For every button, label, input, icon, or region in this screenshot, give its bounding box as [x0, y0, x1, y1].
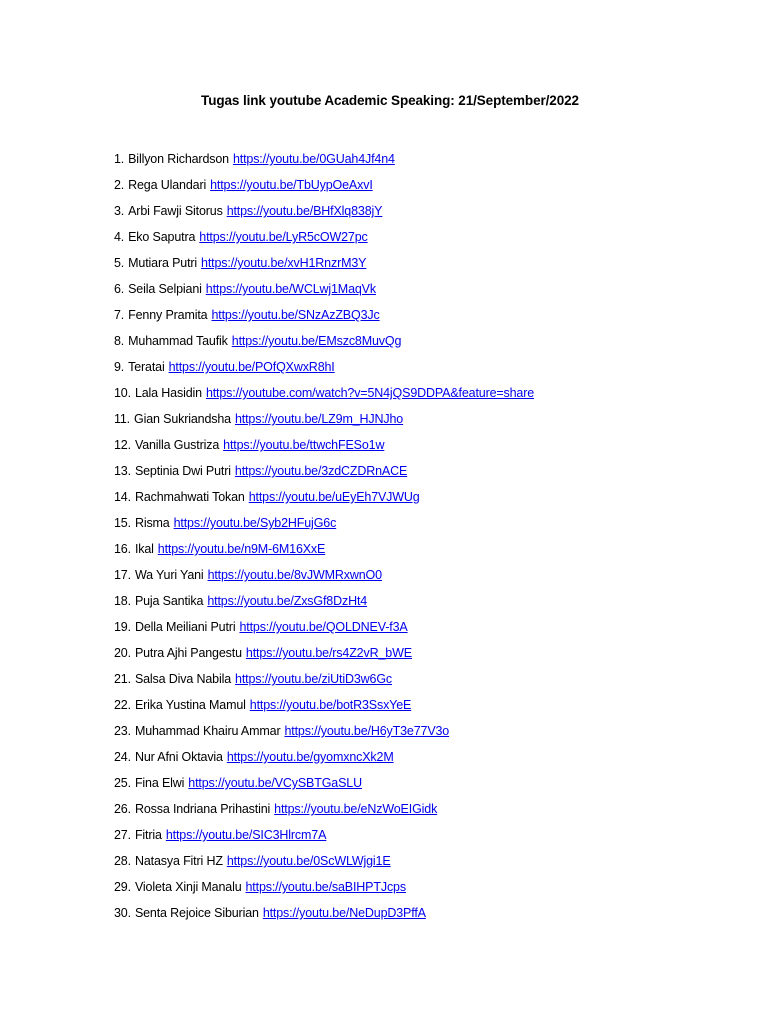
item-number: 28.: [114, 854, 131, 868]
student-name: Lala Hasidin: [134, 386, 202, 400]
item-number: 1.: [114, 152, 125, 166]
list-item: [114, 800, 534, 826]
student-name: Gian Sukriandsha: [134, 412, 231, 426]
student-name: Erika Yustina Mamul: [134, 698, 246, 712]
item-number: 15.: [114, 516, 131, 530]
student-name: Fina Elwi: [134, 776, 185, 790]
student-name: Risma: [134, 516, 170, 530]
youtube-link[interactable]: https://youtu.be/0GUah4Jf4n4: [232, 152, 395, 166]
item-number: 18.: [114, 594, 131, 608]
youtube-link[interactable]: https://youtu.be/BHfXlq838jY: [226, 204, 383, 218]
student-name: Vanilla Gustriza: [134, 438, 220, 452]
youtube-link[interactable]: https://youtu.be/0ScWLWjgi1E: [226, 854, 391, 868]
list-item: [114, 826, 534, 852]
youtube-link[interactable]: https://youtu.be/SNzAzZBQ3Jc: [211, 308, 380, 322]
student-name: Nur Afni Oktavia: [134, 750, 223, 764]
youtube-link[interactable]: https://youtu.be/LyR5cOW27pc: [199, 230, 368, 244]
student-name: Teratai: [128, 360, 165, 374]
youtube-link[interactable]: https://youtu.be/Syb2HFujG6c: [173, 516, 337, 530]
item-number: 29.: [114, 880, 131, 894]
youtube-link[interactable]: https://youtu.be/NeDupD3PffA: [262, 906, 426, 920]
youtube-link[interactable]: https://youtu.be/QOLDNEV-f3A: [239, 620, 408, 634]
list-item: [114, 774, 534, 800]
list-item: [114, 852, 534, 878]
list-item: [114, 332, 534, 358]
student-name: Natasya Fitri HZ: [134, 854, 223, 868]
youtube-link[interactable]: https://youtu.be/3zdCZDRnACE: [234, 464, 408, 478]
item-number: 11.: [114, 412, 130, 426]
student-name: Billyon Richardson: [128, 152, 229, 166]
item-number: 20.: [114, 646, 131, 660]
item-number: 24.: [114, 750, 131, 764]
list-item: [114, 644, 534, 670]
item-number: 5.: [114, 256, 125, 270]
youtube-link[interactable]: https://youtu.be/POfQXwxR8hI: [168, 360, 335, 374]
student-name: Eko Saputra: [128, 230, 196, 244]
list-item: [114, 358, 534, 384]
item-number: 23.: [114, 724, 131, 738]
item-number: 3.: [114, 204, 125, 218]
youtube-link[interactable]: https://youtu.be/ZxsGf8DzHt4: [207, 594, 368, 608]
student-name: Putra Ajhi Pangestu: [134, 646, 242, 660]
item-number: 30.: [114, 906, 131, 920]
list-item: [114, 618, 534, 644]
item-number: 6.: [114, 282, 125, 296]
item-number: 22.: [114, 698, 131, 712]
youtube-link[interactable]: https://youtu.be/8vJWMRxwnO0: [207, 568, 382, 582]
list-item: [114, 202, 534, 228]
list-item: [114, 878, 534, 904]
list-item: [114, 670, 534, 696]
youtube-link[interactable]: https://youtu.be/rs4Z2vR_bWE: [245, 646, 412, 660]
student-name: Wa Yuri Yani: [134, 568, 204, 582]
student-name: Seila Selpiani: [128, 282, 202, 296]
item-number: 16.: [114, 542, 131, 556]
item-number: 25.: [114, 776, 131, 790]
youtube-link[interactable]: https://youtu.be/xvH1RnzrM3Y: [201, 256, 367, 270]
item-number: 13.: [114, 464, 131, 478]
student-name: Salsa Diva Nabila: [134, 672, 232, 686]
item-number: 8.: [114, 334, 125, 348]
document-title: Tugas link youtube Academic Speaking: 21/September/2022: [201, 93, 579, 108]
list-item: [114, 462, 534, 488]
youtube-link[interactable]: https://youtu.be/saBIHPTJcps: [245, 880, 406, 894]
student-name: Muhammad Taufik: [128, 334, 228, 348]
list-item: [114, 488, 534, 514]
list-item: [114, 306, 534, 332]
list-item: [114, 696, 534, 722]
list-item: [114, 150, 534, 176]
list-item: [114, 592, 534, 618]
youtube-link[interactable]: https://youtu.be/ttwchFESo1w: [223, 438, 385, 452]
item-number: 7.: [114, 308, 125, 322]
item-number: 4.: [114, 230, 125, 244]
student-link-list: [114, 150, 534, 930]
item-number: 9.: [114, 360, 125, 374]
student-name: Arbi Fawji Sitorus: [128, 204, 223, 218]
list-item: [114, 280, 534, 306]
student-name: Mutiara Putri: [128, 256, 198, 270]
item-number: 2.: [114, 178, 125, 192]
list-item: [114, 540, 534, 566]
list-item: [114, 748, 534, 774]
list-item: [114, 410, 534, 436]
list-item: [114, 722, 534, 748]
youtube-link[interactable]: https://youtu.be/SIC3Hlrcm7A: [165, 828, 327, 842]
item-number: 21.: [114, 672, 131, 686]
item-number: 12.: [114, 438, 131, 452]
list-item: [114, 254, 534, 280]
youtube-link[interactable]: https://youtu.be/botR3SsxYeE: [249, 698, 412, 712]
item-number: 19.: [114, 620, 131, 634]
student-name: Fitria: [134, 828, 162, 842]
list-item: [114, 228, 534, 254]
student-name: Senta Rejoice Siburian: [134, 906, 259, 920]
list-item: [114, 176, 534, 202]
youtube-link[interactable]: https://youtu.be/VCySBTGaSLU: [188, 776, 362, 790]
item-number: 26.: [114, 802, 131, 816]
youtube-link[interactable]: https://youtube.com/watch?v=5N4jQS9DDPA&feature=share: [205, 386, 535, 400]
youtube-link[interactable]: https://youtu.be/LZ9m_HJNJho: [234, 412, 404, 426]
youtube-link[interactable]: https://youtu.be/uEyEh7VJWUg: [248, 490, 420, 504]
student-name: Fenny Pramita: [128, 308, 208, 322]
student-name: Rossa Indriana Prihastini: [134, 802, 271, 816]
youtube-link[interactable]: https://youtu.be/eNzWoEIGidk: [274, 802, 438, 816]
youtube-link[interactable]: https://youtu.be/EMszc8MuvQg: [231, 334, 402, 348]
student-name: Rega Ulandari: [128, 178, 207, 192]
youtube-link[interactable]: https://youtu.be/WCLwj1MaqVk: [205, 282, 376, 296]
list-item: [114, 904, 534, 930]
list-item: [114, 436, 534, 462]
student-name: Rachmahwati Tokan: [134, 490, 245, 504]
item-number: 27.: [114, 828, 131, 842]
youtube-link[interactable]: https://youtu.be/ziUtiD3w6Gc: [235, 672, 393, 686]
student-name: Della Meiliani Putri: [134, 620, 236, 634]
list-item: [114, 384, 534, 410]
item-number: 10.: [114, 386, 131, 400]
list-item: [114, 514, 534, 540]
item-number: 14.: [114, 490, 131, 504]
student-name: Ikal: [134, 542, 154, 556]
student-name: Septinia Dwi Putri: [134, 464, 231, 478]
student-name: Muhammad Khairu Ammar: [134, 724, 281, 738]
student-name: Violeta Xinji Manalu: [134, 880, 242, 894]
item-number: 17.: [114, 568, 131, 582]
youtube-link[interactable]: https://youtu.be/TbUypOeAxvI: [210, 178, 373, 192]
student-name: Puja Santika: [134, 594, 204, 608]
youtube-link[interactable]: https://youtu.be/n9M-6M16XxE: [157, 542, 326, 556]
youtube-link[interactable]: https://youtu.be/gyomxncXk2M: [226, 750, 394, 764]
list-item: [114, 566, 534, 592]
youtube-link[interactable]: https://youtu.be/H6yT3e77V3o: [284, 724, 450, 738]
